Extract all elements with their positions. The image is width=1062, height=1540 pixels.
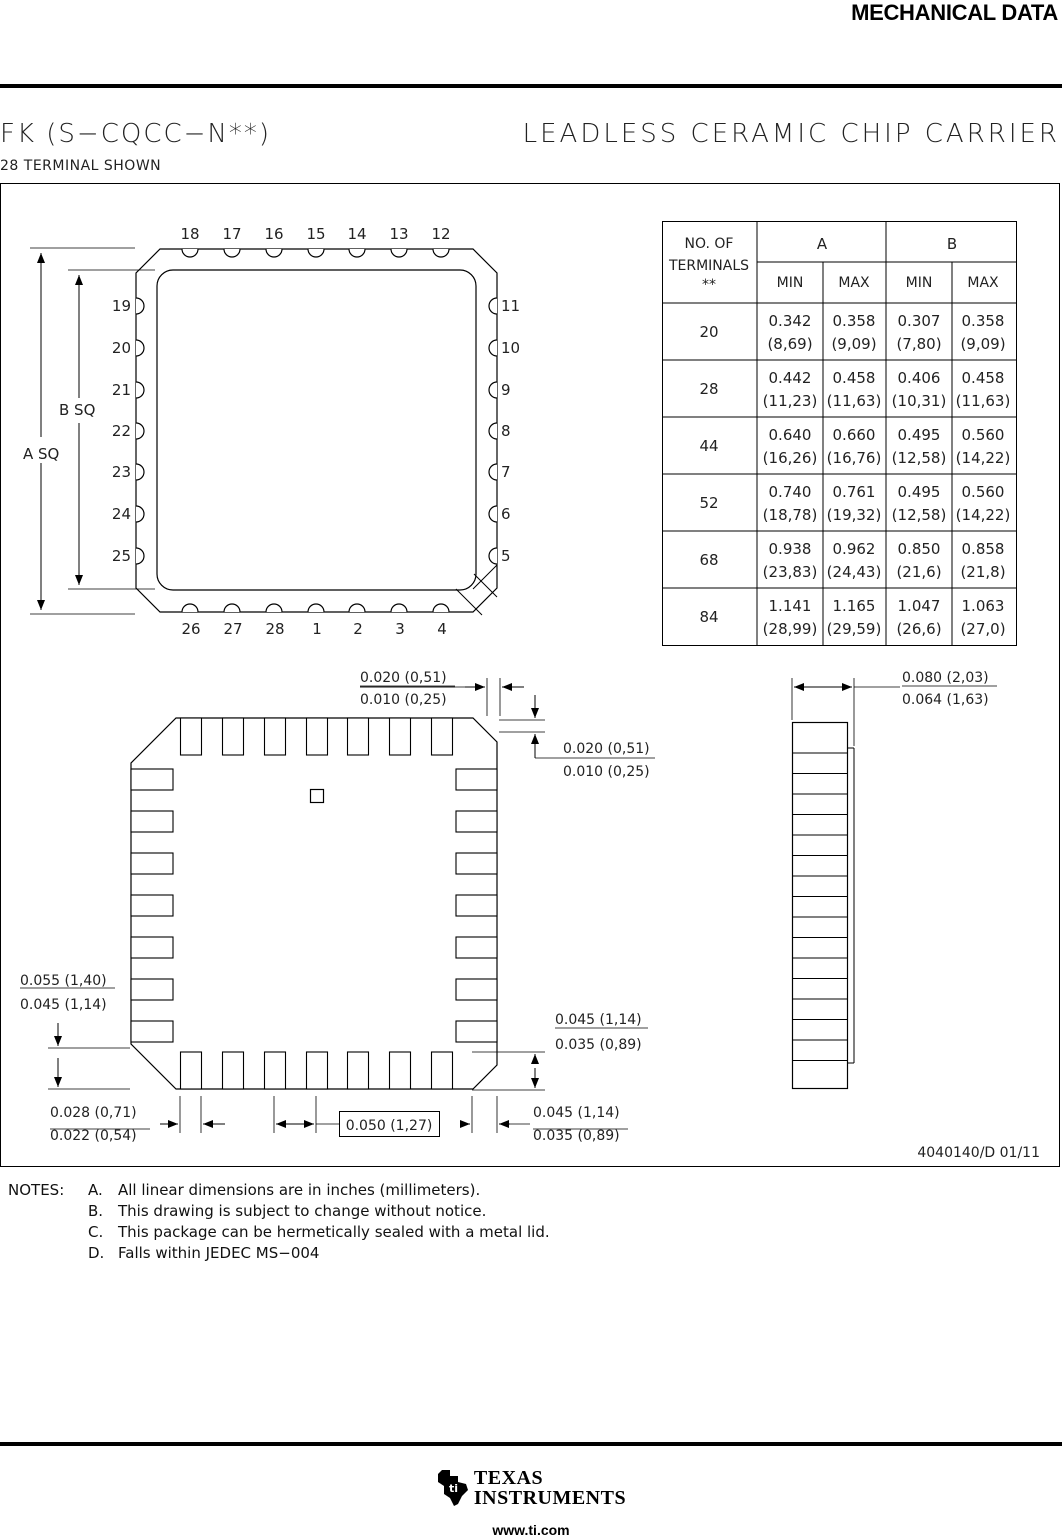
table-cell-mm: (7,80) (896, 335, 942, 353)
top-view-cavity (157, 270, 476, 590)
table-header-terminals-2: TERMINALS (668, 258, 750, 274)
table-cell-mm: (16,26) (762, 449, 818, 467)
table-cell-inch: 0.761 (832, 483, 876, 501)
table-cell-inch: 0.342 (768, 312, 812, 330)
pin-label: 21 (111, 381, 131, 399)
table-cell-inch: 0.560 (961, 426, 1005, 444)
brand-line-1: TEXAS (473, 1467, 544, 1489)
dim-corner-right-max: 0.045 (1,14) (555, 1012, 642, 1028)
pin-label: 4 (437, 620, 447, 638)
table-cell-mm: (10,31) (891, 392, 947, 410)
package-description: LEADLESS CERAMIC CHIP CARRIER (522, 119, 1060, 149)
dim-pad-width-bottom-max: 0.028 (0,71) (50, 1105, 137, 1121)
side-view (792, 670, 997, 1089)
pin-label: 14 (347, 225, 367, 243)
mechanical-drawing (0, 183, 1060, 1167)
pin-label: 6 (501, 505, 511, 523)
side-view-body (793, 723, 848, 1089)
table-cell-inch: 1.047 (897, 597, 941, 615)
pin-label: 7 (501, 463, 511, 481)
pin-label: 26 (181, 620, 201, 638)
dim-pad-offset-bottom-min: 0.035 (0,89) (533, 1128, 620, 1144)
dim-pad-width-bottom-min: 0.022 (0,54) (50, 1128, 137, 1144)
table-subheader: MAX (838, 275, 870, 291)
footer-url[interactable]: www.ti.com (492, 1522, 570, 1538)
pin1-index-mark (311, 790, 324, 803)
table-cell-terminals: 20 (699, 323, 719, 341)
package-title: FK (S−CQCC−N**) (0, 119, 272, 149)
table-cell-terminals: 52 (699, 494, 719, 512)
drawing-frame (1, 184, 1060, 1167)
footer-rule (0, 1442, 1062, 1446)
pin-label: 27 (223, 620, 243, 638)
table-cell-inch: 0.406 (897, 369, 941, 387)
table-cell-inch: 1.165 (832, 597, 876, 615)
dim-pad-width-top-max: 0.020 (0,51) (360, 670, 447, 686)
note-item: B. This drawing is subject to change without notice. (88, 1202, 487, 1220)
bottom-view (20, 670, 655, 1144)
page-title: MECHANICAL DATA (851, 0, 1058, 25)
table-cell-mm: (19,32) (826, 506, 882, 524)
table-cell-mm: (16,76) (826, 449, 882, 467)
table-subheader: MIN (776, 275, 804, 291)
table-cell-inch: 0.458 (961, 369, 1005, 387)
dimension-table (662, 221, 1017, 646)
terminal-pads (131, 718, 497, 1089)
dim-pad-width-top-min: 0.010 (0,25) (360, 692, 447, 708)
table-header-terminals-3: ** (702, 277, 716, 293)
pin-label: 20 (111, 339, 131, 357)
pin-label: 25 (111, 547, 131, 565)
table-cell-inch: 0.858 (961, 540, 1005, 558)
notes-label: NOTES: (8, 1181, 65, 1199)
table-cell-inch: 1.141 (768, 597, 812, 615)
pin-label: 1 (312, 620, 322, 638)
table-header-terminals-1: NO. OF (684, 236, 734, 252)
table-cell-mm: (21,8) (960, 563, 1006, 581)
pin-label: 17 (222, 225, 242, 243)
table-cell-inch: 0.560 (961, 483, 1005, 501)
table-cell-inch: 0.358 (832, 312, 876, 330)
table-cell-mm: (26,6) (896, 620, 942, 638)
table-cell-mm: (23,83) (762, 563, 818, 581)
pin-label: 11 (501, 297, 521, 315)
pin-labels (112, 225, 520, 638)
table-cell-mm: (9,09) (960, 335, 1006, 353)
table-cell-mm: (29,59) (826, 620, 882, 638)
table-cell-mm: (27,0) (960, 620, 1006, 638)
table-cell-mm: (24,43) (826, 563, 882, 581)
note-item: A. All linear dimensions are in inches (millimeters). (88, 1181, 481, 1199)
bottom-view-outline (131, 718, 497, 1089)
svg-text:ti: ti (448, 1482, 458, 1495)
table-cell-inch: 0.938 (768, 540, 812, 558)
table-cell-terminals: 28 (699, 380, 719, 398)
table-cell-mm: (9,09) (831, 335, 877, 353)
label-a-sq: A SQ (23, 445, 60, 463)
table-cell-terminals: 44 (699, 437, 719, 455)
table-cell-inch: 0.962 (832, 540, 876, 558)
table-cell-mm: (14,22) (955, 449, 1011, 467)
top-view (23, 225, 520, 638)
ti-logo (0, 1468, 1062, 1513)
table-cell-mm: (12,58) (891, 449, 947, 467)
table-cell-inch: 0.660 (832, 426, 876, 444)
table-header-b: B (946, 235, 958, 253)
pin-label: 3 (395, 620, 405, 638)
pin-label: 16 (264, 225, 284, 243)
table-header-a: A (816, 235, 828, 253)
ti-state-icon (436, 1468, 470, 1508)
dim-corner-right-min: 0.035 (0,89) (555, 1037, 642, 1053)
drawing-id: 4040140/D 01/11 (917, 1145, 1040, 1161)
dim-thickness-max: 0.080 (2,03) (902, 670, 989, 686)
pin-label: 23 (111, 463, 131, 481)
pin-label: 22 (111, 422, 131, 440)
dim-thickness-min: 0.064 (1,63) (902, 692, 989, 708)
pin-label: 13 (389, 225, 409, 243)
pin-label: 12 (431, 225, 451, 243)
side-view-terminals (792, 753, 847, 1061)
table-cell-mm: (28,99) (762, 620, 818, 638)
table-cell-terminals: 68 (699, 551, 719, 569)
pin-label: 15 (306, 225, 326, 243)
dim-pad-length-min: 0.010 (0,25) (563, 764, 650, 780)
package-subtitle: 28 TERMINAL SHOWN (0, 158, 162, 174)
pin-label: 24 (111, 505, 131, 523)
brand-line-2: INSTRUMENTS (473, 1487, 627, 1509)
pin-label: 19 (111, 297, 131, 315)
table-cell-mm: (12,58) (891, 506, 947, 524)
terminal-castellations (136, 249, 497, 612)
table-rows (699, 312, 1010, 638)
pin-label: 10 (501, 339, 521, 357)
note-item: D. Falls within JEDEC MS−004 (88, 1244, 320, 1262)
table-cell-inch: 0.850 (897, 540, 941, 558)
table-cell-inch: 0.740 (768, 483, 812, 501)
table-cell-mm: (18,78) (762, 506, 818, 524)
table-cell-inch: 1.063 (961, 597, 1005, 615)
pin-label: 5 (501, 547, 511, 565)
note-item: C. This package can be hermetically sealed with a metal lid. (88, 1223, 550, 1241)
pin-label: 28 (265, 620, 285, 638)
table-cell-inch: 0.442 (768, 369, 812, 387)
dim-pad-length-max: 0.020 (0,51) (563, 741, 650, 757)
table-cell-mm: (8,69) (767, 335, 813, 353)
table-cell-inch: 0.358 (961, 312, 1005, 330)
table-cell-terminals: 84 (699, 608, 719, 626)
table-cell-inch: 0.495 (897, 483, 941, 501)
table-subheader: MAX (967, 275, 999, 291)
dim-corner-left-max: 0.055 (1,40) (20, 973, 107, 989)
table-cell-mm: (11,23) (762, 392, 818, 410)
pin-label: 8 (501, 422, 511, 440)
table-cell-mm: (21,6) (896, 563, 942, 581)
table-cell-mm: (14,22) (955, 506, 1011, 524)
dim-pitch: 0.050 (1,27) (345, 1118, 433, 1134)
pin-label: 9 (501, 381, 511, 399)
table-cell-inch: 0.495 (897, 426, 941, 444)
dim-pad-offset-bottom-max: 0.045 (1,14) (533, 1105, 620, 1121)
table-cell-inch: 0.458 (832, 369, 876, 387)
dim-corner-left-min: 0.045 (1,14) (20, 997, 107, 1013)
header-rule (0, 84, 1062, 88)
pin-label: 2 (353, 620, 363, 638)
pin-label: 18 (180, 225, 200, 243)
table-subheader: MIN (905, 275, 933, 291)
label-b-sq: B SQ (59, 401, 96, 419)
table-cell-mm: (11,63) (826, 392, 882, 410)
table-cell-mm: (11,63) (955, 392, 1011, 410)
table-cell-inch: 0.307 (897, 312, 941, 330)
top-view-outline (136, 249, 497, 612)
table-cell-inch: 0.640 (768, 426, 812, 444)
